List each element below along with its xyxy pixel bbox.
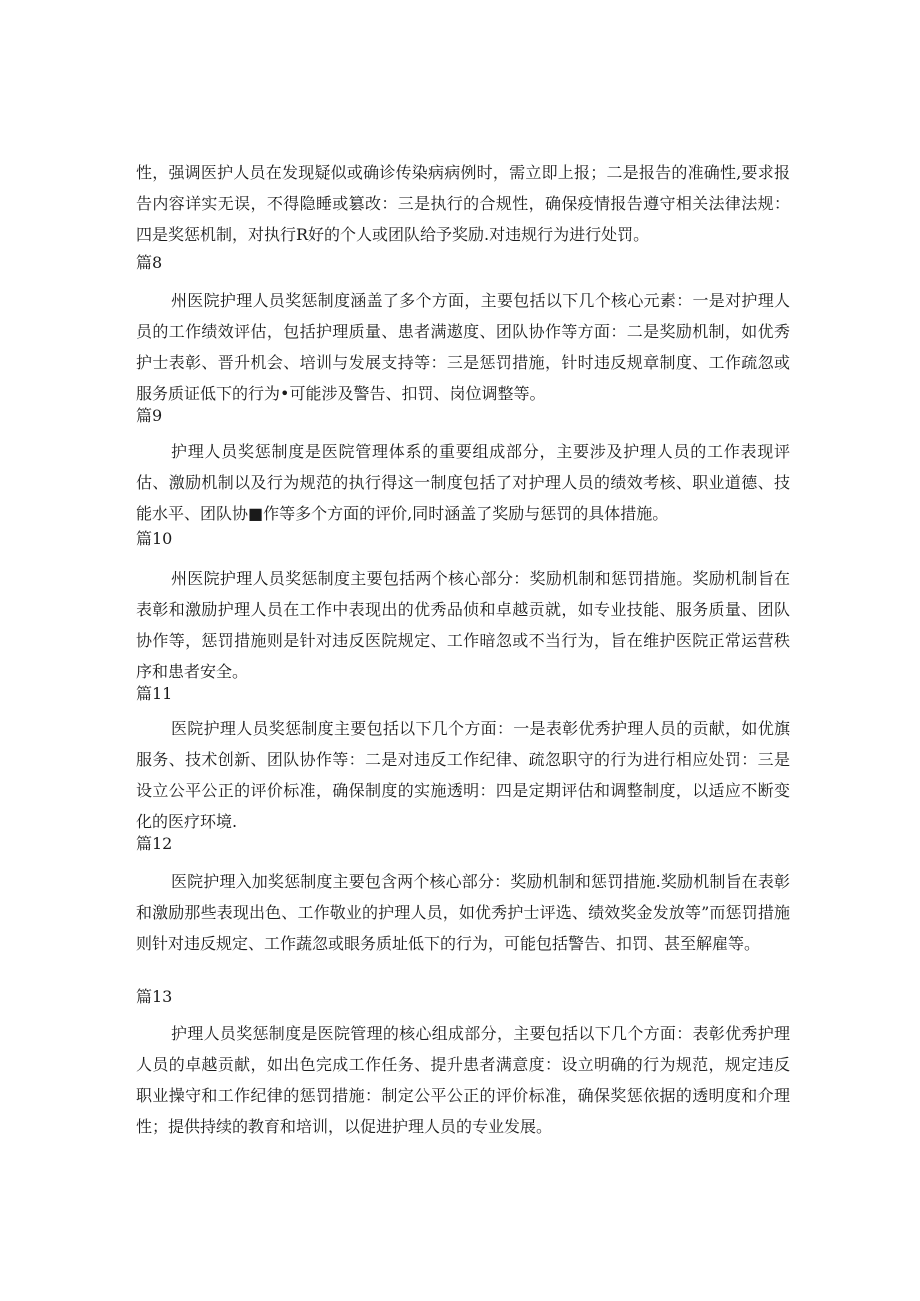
paragraph-section-13: 护理人员奖惩制度是医院管理的核心组成部分，主要包括以下几个方面：表彰优秀护理人员的卓越贡献，如出色完成工作任务、提升患者满意度：设立明确的行为规范，规定违反职业操守和工作纪律的惩罚措施：制定公平公正的评价标准，确保奖惩依据的透明度和介理性；提供持续的教育和培训，以促进护理人员的专业发展。: [136, 1024, 790, 1136]
section-heading-10: 篇10: [136, 529, 173, 548]
section-heading-9: 篇9: [136, 406, 163, 425]
section-heading-12: 篇12: [136, 834, 173, 853]
paragraph-section-8: 州医院护理人员奖惩制度涵盖了多个方面，主要包括以下几个核心元素：一是对护理人员的工作绩效评估，包括护理质量、患者满遨度、团队协作等方面：二是奖励机制，如优秀护士表彰、晋升机会、培训与发展支持等：三是惩罚措施，针时违反规章制度、工作疏忽或服务质证低下的行为•可能涉及警告、扣罚、岗位调整等。: [136, 291, 790, 403]
section-heading-11: 篇11: [136, 684, 173, 703]
section-heading-13: 篇13: [136, 987, 173, 1006]
paragraph-section-12: 医院护理入加奖惩制度主要包含两个核心部分：奖励机制和惩罚措施.奖励机制旨在表彰和激励那些表现出色、工作敬业的护理人员，如优秀护士评选、绩效奖金发放等”而惩罚措施则针对违反规定、工作蔬忽或眼务质址低下的行为，可能包括警告、扣罚、甚至解雇等。: [136, 872, 790, 953]
paragraph-section-10: 州医院护理人员奖惩制度主要包括两个核心部分：奖励机制和惩罚措施。奖励机制旨在表彰和激励护理人员在工作中表现出的优秀品侦和卓越贡就，如专业技能、服务质量、团队协作等，惩罚措施则是针对违反医院规定、工作暗忽或不当行为，旨在维护医院正常运营秩序和患者安全。: [136, 569, 790, 681]
paragraph-section-9: 护理人员奖惩制度是医院管理体系的重要组成部分，主要涉及护理人员的工作表现评估、激励机制以及行为规范的执行得这一制度包括了对护理人员的绩效考核、职业道德、技能水平、团队协■作等多个方面的评价,同时涵盖了奖励与惩罚的具体措施。: [136, 442, 790, 523]
paragraph-continuation: 性，强调医护人员在发现疑似或确诊传染病病例时，需立即上报；二是报告的准确性,要求报告内容详实无误，不得隐睡或篡改：三是执行的合规性，确保疫情报告遵守相关法律法规：四是奖惩机制，对执行R好的个人或团队给予奖励.对违规行为进行处罚。: [136, 163, 790, 244]
paragraph-section-11: 医院护理人员奖惩制度主要包括以下几个方面：一是表彰优秀护理人员的贡献，如优旗服务、技术创新、团队协作等：二是对违反工作纪律、疏忽职守的行为进行相应处罚：三是设立公平公正的评价标准，确保制度的实施透明：四是定期评估和调整制度，以适应不断变化的医疗环境.: [136, 719, 790, 831]
section-heading-8: 篇8: [136, 253, 163, 272]
